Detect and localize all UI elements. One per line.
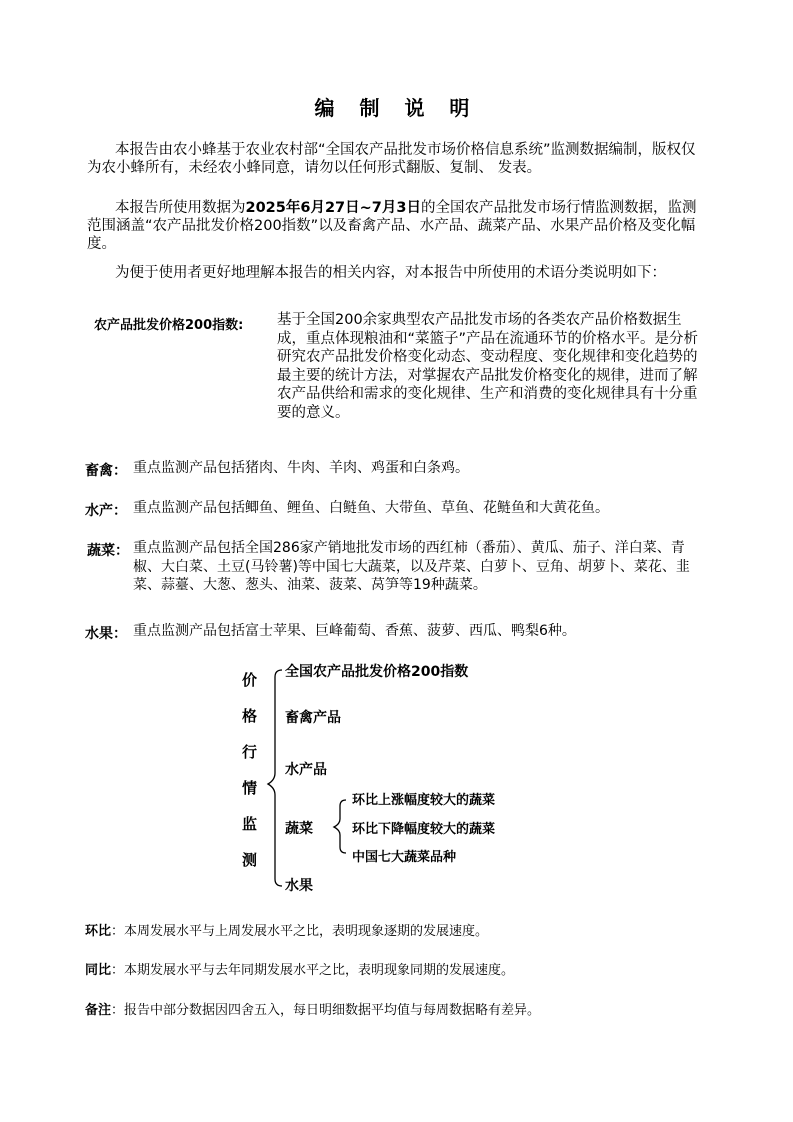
intro-p2-before: 本报告所使用数据为: [115, 200, 246, 216]
term-index-label: 农产品批发价格200指数:: [94, 318, 244, 333]
main-brace: [268, 670, 282, 886]
root-char-1: 价: [242, 671, 258, 689]
category-vegetable-body: 重点监测产品包括全国286家产销地批发市场的西红柿（番茄）、黄瓜、茄子、洋白菜、青椒、大白菜、土豆(马铃薯)等中国七大蔬菜，以及芹菜、白萝卜、豆角、胡萝卜、菜花、韭菜、蒜薹、大葱、葱头、油菜、菠菜、莴笋等19种蔬菜。: [133, 540, 690, 593]
diagram-item-livestock: 畜禽产品: [285, 710, 341, 726]
note-tongbi-body: ：本期发展水平与去年同期发展水平之比，表明现象同期的发展速度。: [111, 963, 515, 978]
root-char-6: 测: [242, 851, 258, 869]
category-aquatic-body: 重点监测产品包括鲫鱼、鲤鱼、白鲢鱼、大带鱼、草鱼、花鲢鱼和大黄花鱼。: [133, 500, 609, 516]
diagram-veg-seven: 中国七大蔬菜品种: [352, 850, 457, 865]
diagram-item-aquatic: 水产品: [285, 762, 327, 778]
category-fruit-label: 水果：: [85, 626, 127, 642]
diagram-veg-rising: 环比上涨幅度较大的蔬菜: [352, 793, 496, 808]
intro-paragraph-3: 为便于使用者更好地理解本报告的相关内容，对本报告中所使用的术语分类说明如下：: [115, 265, 666, 281]
category-fruit-body: 重点监测产品包括富士苹果、巨峰葡萄、香蕉、菠萝、西瓜、鸭梨6种。: [133, 623, 576, 639]
category-livestock-label: 畜禽：: [85, 463, 127, 479]
diagram-item-index: 全国农产品批发价格200指数: [285, 664, 469, 680]
date-range: 2025年6月27日~7月3日: [245, 200, 421, 216]
note-remark-label: 备注: [85, 1003, 112, 1018]
note-tongbi-label: 同比: [85, 963, 112, 978]
vegetable-brace: [334, 800, 346, 853]
note-remark: [85, 999, 540, 1018]
note-huanbi-label: 环比: [85, 924, 112, 939]
category-vegetable-label: 蔬菜：: [87, 543, 129, 559]
note-huanbi: [85, 920, 488, 939]
page-title: 编 制 说 明: [314, 96, 479, 120]
root-char-5: 监: [242, 815, 258, 833]
note-huanbi-body: ：本周发展水平与上周发展水平之比，表明现象逐期的发展速度。: [111, 924, 489, 939]
intro-paragraph-2: [87, 199, 707, 253]
intro-p2-after: 的全国农产品批发市场行情监测数据，监测范围涵盖“农产品批发价格200指数”以及畜禽产品、水产品、蔬菜产品、水果产品价格及变化幅度。: [87, 200, 697, 252]
diagram-veg-falling: 环比下降幅度较大的蔬菜: [352, 822, 496, 837]
root-char-4: 情: [242, 779, 258, 797]
category-aquatic-label: 水产：: [85, 503, 127, 519]
diagram-item-vegetable: 蔬菜: [285, 821, 313, 837]
monitoring-diagram: [236, 655, 536, 900]
note-remark-body: ：报告中部分数据因四舍五入，每日明细数据平均值与每周数据略有差异。: [111, 1003, 541, 1018]
note-tongbi: [85, 959, 514, 978]
category-livestock-body: 重点监测产品包括猪肉、牛肉、羊肉、鸡蛋和白条鸡。: [133, 460, 469, 476]
root-char-2: 格: [242, 707, 258, 725]
intro-paragraph-1: 本报告由农小蜂基于农业农村部“全国农产品批发市场价格信息系统”监测数据编制，版权仅为农小蜂所有，未经农小蜂同意，请勿以任何形式翻版、复制、 发表。: [87, 142, 696, 176]
term-index-body: 基于全国200余家典型农产品批发市场的各类农产品价格数据生成，重点体现粮油和“菜篮子”产品在流通环节的价格水平。是分析研究农产品批发价格变化动态、变动程度、变化规律和变化趋势的最主要的统计方法，对掌握农产品批发价格变化的规律，进而了解农产品供给和需求的变化规律、生产和消费的变化规律具有十分重要的意义。: [277, 312, 699, 421]
root-char-3: 行: [242, 743, 258, 761]
diagram-item-fruit: 水果: [285, 878, 313, 894]
